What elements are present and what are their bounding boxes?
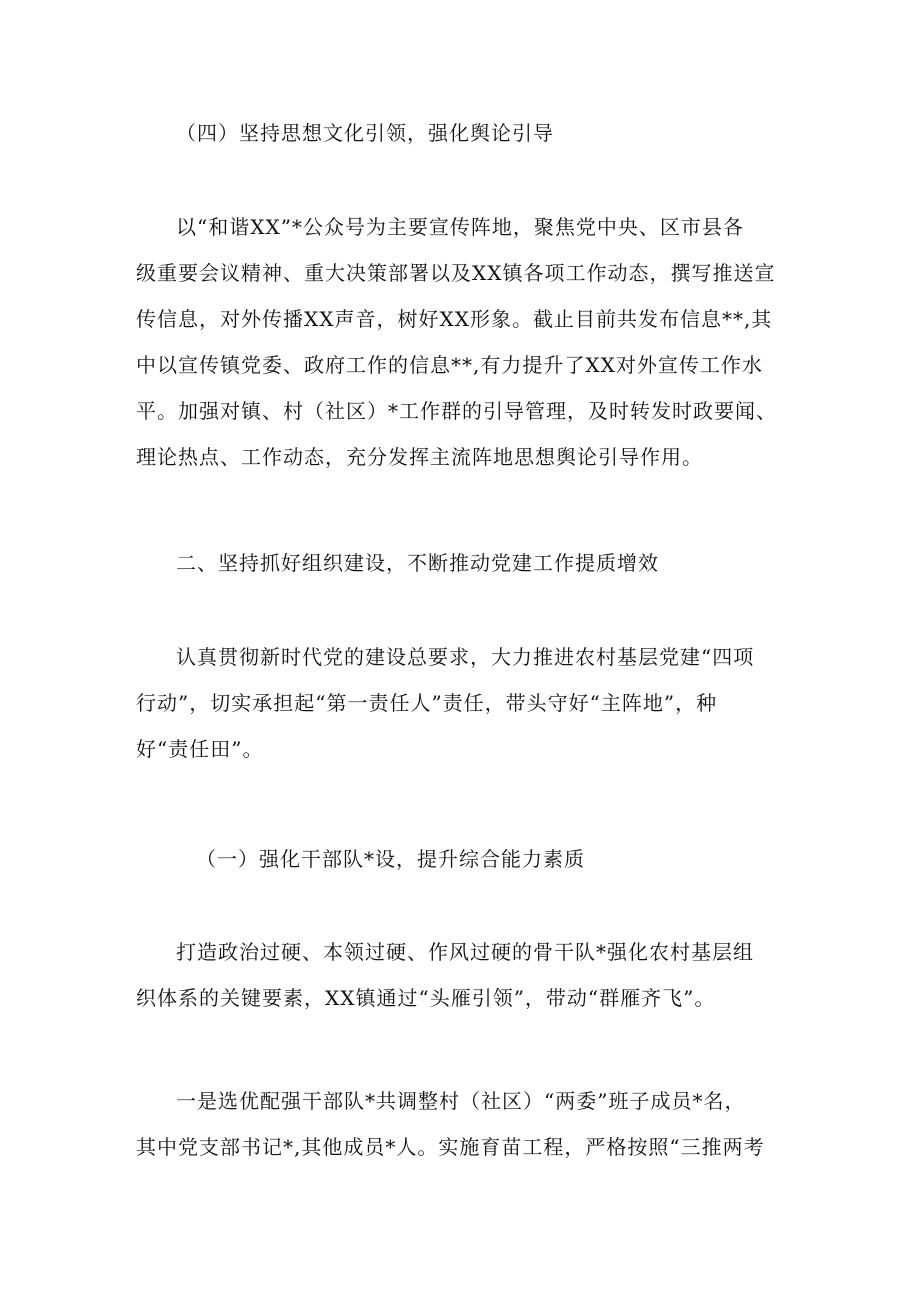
- paragraph-line: 中以宣传镇党委、政府工作的信息**,有力提升了XX对外宣传工作水: [136, 353, 763, 377]
- section-heading-two: [136, 540, 788, 586]
- paragraph-line: 平。加强对镇、村（社区）*工作群的引导管理，及时转发时政要闻、: [136, 399, 777, 423]
- paragraph-line: 认真贯彻新时代党的建设总要求，大力推进农村基层党建“四项: [176, 645, 755, 669]
- paragraph-cadre-team: [136, 929, 788, 1021]
- paragraph-line: 理论热点、工作动态，充分发挥主流阵地思想舆论引导作用。: [136, 445, 703, 469]
- paragraph-line: 一是选优配强干部队*共调整村（社区）“两委”班子成员*名，: [176, 1089, 746, 1113]
- heading-line: 二、坚持抓好组织建设，不断推动党建工作提质增效: [176, 551, 659, 575]
- paragraph-line: 其中党支部书记*,其他成员*人。实施育苗工程，严格按照“三推两考: [136, 1135, 765, 1159]
- paragraph-line: 织体系的关键要素，XX镇通过“头雁引领”，带动“群雁齐飞”。: [136, 986, 716, 1010]
- paragraph-selection: [136, 1078, 788, 1170]
- paragraph-line: 好“责任田”。: [136, 737, 264, 761]
- paragraph-line: 打造政治过硬、本领过硬、作风过硬的骨干队*强化农村基层组: [176, 940, 754, 964]
- heading-line: （一）强化干部队*设，提升综合能力素质: [196, 847, 585, 871]
- paragraph-party-building: [136, 634, 788, 772]
- paragraph-line: 行动”，切实承担起“第一责任人”责任，带头守好“主阵地”，种: [136, 691, 718, 715]
- paragraph-publicity: [136, 204, 788, 480]
- section-heading-one: [136, 836, 788, 882]
- paragraph-line: 以“和谐XX”*公众号为主要宣传阵地，聚焦党中央、区市县各: [176, 215, 744, 239]
- heading-line: （四）坚持思想文化引领，强化舆论引导: [176, 121, 554, 145]
- section-heading-four: [136, 110, 788, 156]
- paragraph-line: 传信息，对外传播XX声音，树好XX形象。截止目前共发布信息**,其: [136, 307, 773, 331]
- paragraph-line: 级重要会议精神、重大决策部署以及XX镇各项工作动态，撰写推送宣: [136, 261, 776, 285]
